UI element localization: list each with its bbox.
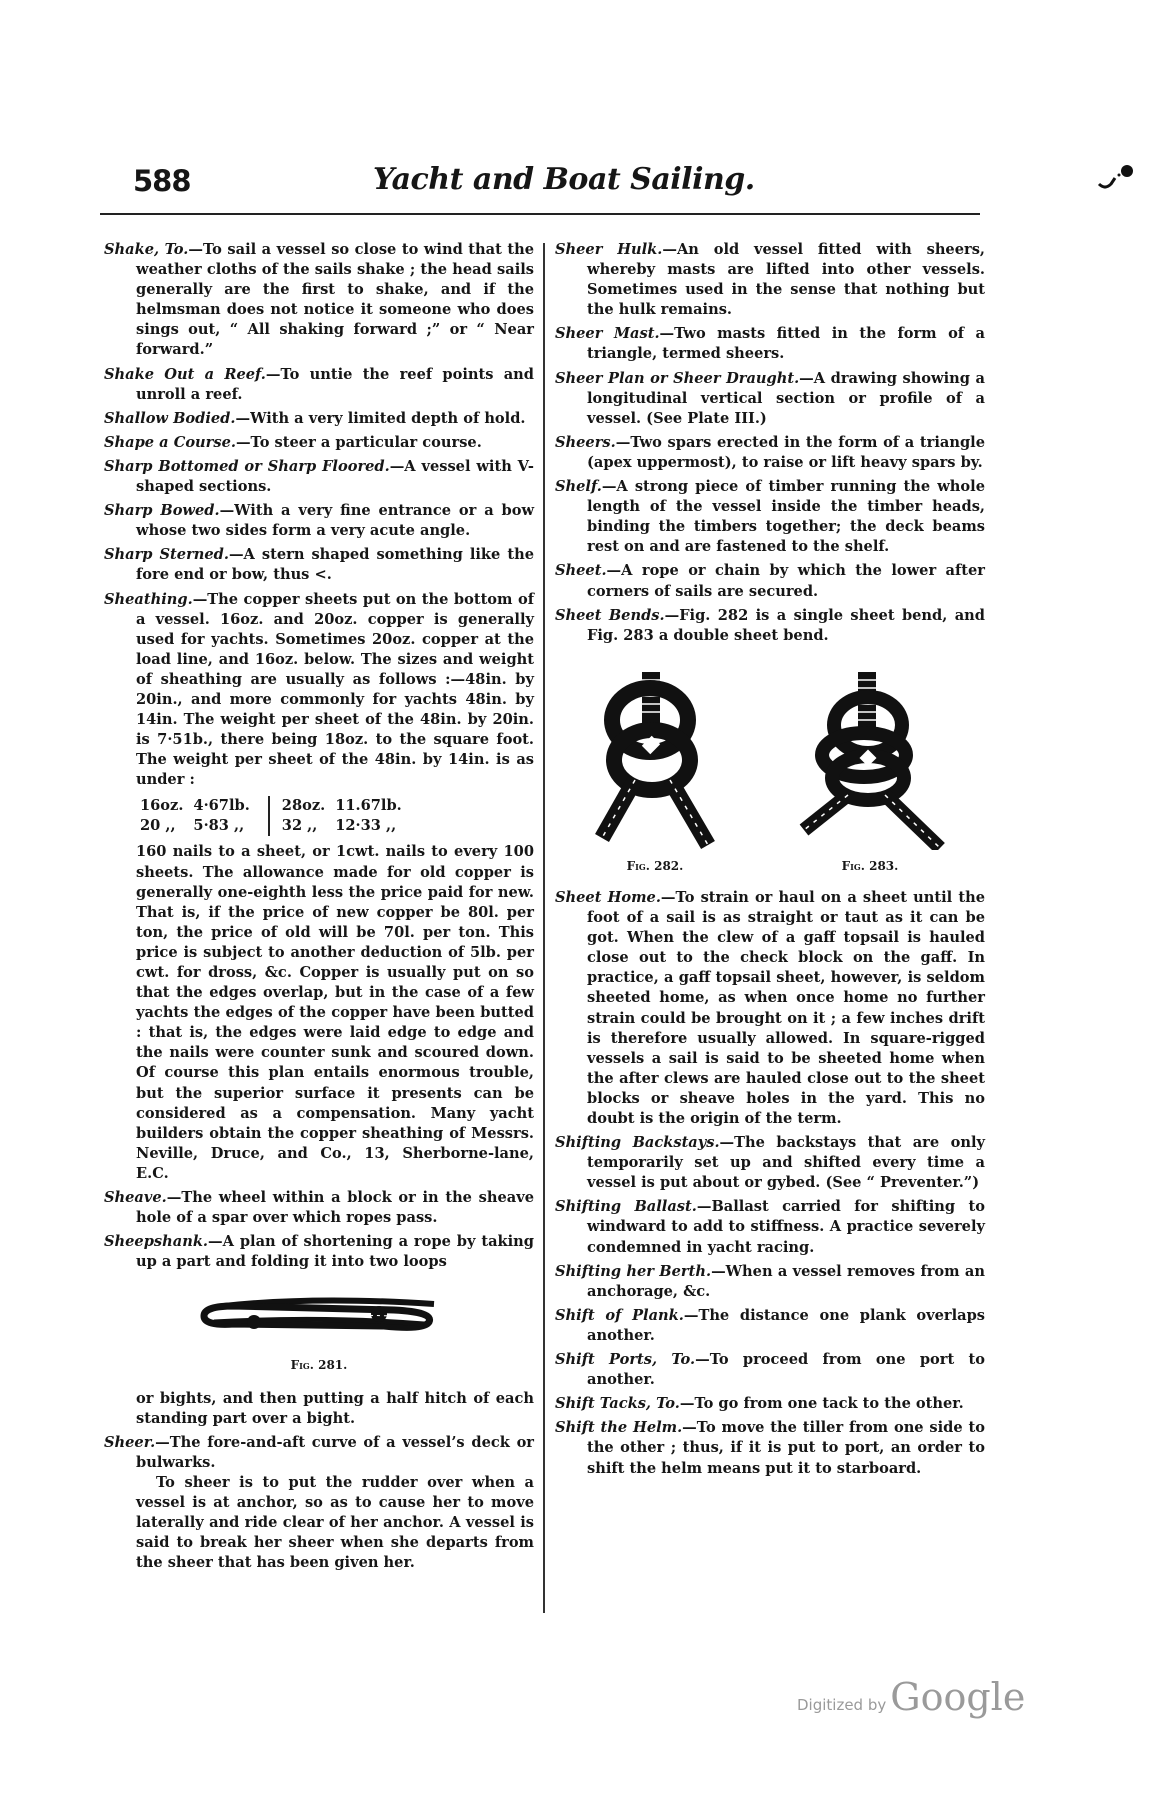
table-row xyxy=(140,816,412,836)
page-number: 588 xyxy=(133,164,191,198)
glossary-entry xyxy=(555,369,985,429)
glossary-entry xyxy=(555,1197,985,1257)
figure-282 xyxy=(590,670,720,876)
entry-definition: —When a vessel removes from an anchorage, &c. xyxy=(587,1262,986,1300)
entry-definition: —An old vessel fitted with sheers, whereby masts are lifted into other vessels. Sometimes used in the sense that nothing but the hulk remains. xyxy=(587,241,985,319)
sheepshank-continued: or bights, and then putting a half hitch of each standing part over a bight. xyxy=(136,1389,534,1427)
entry-term: Shift the Helm. xyxy=(555,1419,683,1437)
glossary-entry xyxy=(555,888,985,1129)
glossary-entry xyxy=(555,324,985,364)
figure-caption: Fig. 281. xyxy=(290,1357,348,1372)
entry-term: Sheave. xyxy=(104,1189,167,1207)
entry-definition: —The fore-and-aft curve of a vessel’s deck or bulwarks. xyxy=(136,1433,534,1471)
glossary-entry xyxy=(104,501,534,541)
entry-definition: —The backstays that are only temporarily set up and shifted every time a vessel is put about or gybed. (See “ Preventer.”) xyxy=(587,1134,985,1192)
sheathing-weights-table xyxy=(140,796,412,836)
glossary-entry xyxy=(104,590,534,791)
header-rule xyxy=(100,213,980,215)
figure-281 xyxy=(104,1294,534,1374)
table-cell: 5·83 ,, xyxy=(193,817,245,835)
entry-term: Sheer Hulk. xyxy=(555,241,663,258)
glossary-entry xyxy=(555,1262,985,1302)
sheer-paragraph: To sheer is to put the rudder over when a vessel is at anchor, so as to cause her to move laterally and ride clear of her anchor. A vessel is said to break her sheer when she departs from the sheer that has been given her. xyxy=(136,1473,534,1572)
left-column xyxy=(104,240,534,1573)
entry-term: Sheet Bends. xyxy=(555,606,665,624)
glossary-entry xyxy=(555,1306,985,1346)
entry-term: Sharp Sterned. xyxy=(104,546,229,564)
google-logo-text: Google xyxy=(890,1675,1026,1719)
entry-definition: —A vessel with V-shaped sections. xyxy=(136,457,534,496)
sheepshank-knot-illustration xyxy=(194,1294,444,1334)
glossary-entry xyxy=(104,433,534,453)
entry-term: Shallow Bodied. xyxy=(104,409,236,427)
table-cell: 11.67lb. xyxy=(335,797,402,815)
glossary-entry xyxy=(555,1394,985,1414)
double-sheet-bend-illustration xyxy=(790,670,950,850)
entry-term: Sheer Plan or Sheer Draught. xyxy=(555,369,800,387)
entry-term: Sharp Bowed. xyxy=(104,502,220,520)
figure-283 xyxy=(790,670,950,876)
entry-term: Sheathing. xyxy=(104,590,193,608)
entry-term: Sheers. xyxy=(555,433,616,451)
entry-term: Sheet. xyxy=(555,562,607,580)
entry-term: Shifting her Berth. xyxy=(555,1262,712,1280)
sheet-bend-figures xyxy=(555,670,985,876)
glossary-entry xyxy=(555,561,985,601)
entry-definition: —The distance one plank overlaps another. xyxy=(587,1306,986,1344)
entry-term: Sheet Home. xyxy=(555,888,661,906)
entry-definition: —The wheel within a block or in the sheave hole of a spar over which ropes pass. xyxy=(136,1189,534,1227)
entry-definition: —With a very limited depth of hold. xyxy=(235,409,526,427)
column-divider xyxy=(543,243,545,1613)
entry-definition: —To strain or haul on a sheet until the foot of a sail is as straight or taut as it can be got. When the clew of a gaff topsail is hauled close out to the check block on the gaff. In practice, a gaff topsail sheet, however, is seldom sheeted home, as when once home no further strain could be brought on it ; a few inches drift is therefore usually allowed. In square-rigged vessels a sail is said to be sheeted home when the after clews are hauled close out to the sheet blocks or sheave holes in the yard. This no doubt is the origin of the term. xyxy=(587,888,985,1127)
entry-term: Shift Ports, To. xyxy=(555,1351,696,1369)
sheathing-continued: 160 nails to a sheet, or 1cwt. nails to every 100 sheets. The allowance made for old copper is generally one-eighth less the price paid for new. That is, if the price of new copper be 80l. per ton, the price of old will be 70l. per ton. This price is subject to another deduction of 5lb. per cwt. for dross, &c. Copper is usually put on so that the edges overlap, but in the case of a few yachts the edges of the copper have been butted : that is, the edges were laid edge to edge and the nails were counter sunk and scoured down. Of course this plan entails enormous trouble, but the superior surface it presents can be considered as a compensation. Many yacht builders obtain the copper sheathing of Messrs. Neville, Druce, and Co., 13, Sherborne-lane, E.C. xyxy=(136,843,534,1182)
entry-definition: —A drawing showing a longitudinal vertical section or profile of a vessel. (See Plate III.) xyxy=(587,369,985,427)
entry-definition: —To sail a vessel so close to wind that the weather cloths of the sails shake ; the head sails generally are the first to shake, and if the helmsman does not notice it someone who does sings out, “ All shaking forward ;” or “ Near forward.” xyxy=(136,241,535,359)
right-column xyxy=(555,240,985,1483)
glossary-entry xyxy=(104,409,534,429)
glossary-entry xyxy=(104,1232,534,1272)
glossary-entry xyxy=(104,1433,534,1473)
table-row xyxy=(140,796,412,816)
digitized-by-watermark xyxy=(797,1675,1025,1719)
glossary-entry xyxy=(555,1133,985,1193)
entry-term: Sharp Bottomed or Sharp Floored. xyxy=(104,457,390,475)
glossary-entry xyxy=(555,477,985,557)
entry-definition: —A stern shaped something like the fore end or bow, thus <. xyxy=(136,546,534,584)
glossary-entry xyxy=(555,1350,985,1390)
entry-definition: —A plan of shortening a rope by taking up a part and folding it into two loops xyxy=(136,1233,534,1271)
entry-definition: —To untie the reef points and unroll a reef. xyxy=(136,365,534,403)
glossary-entry xyxy=(104,240,534,361)
glossary-entry xyxy=(104,457,534,497)
glossary-entry xyxy=(555,1418,985,1478)
figure-caption: Fig. 283. xyxy=(841,858,899,873)
entry-definition: —To proceed from one port to another. xyxy=(587,1351,985,1389)
glossary-entry xyxy=(555,606,985,646)
page-header xyxy=(133,160,978,200)
table-cell: 16oz. xyxy=(140,797,184,815)
entry-definition: —Ballast carried for shifting to windward to add to stiffness. A practice severely condemned in yacht racing. xyxy=(587,1198,985,1256)
entry-term: Shelf. xyxy=(555,478,602,496)
entry-term: Shape a Course. xyxy=(104,433,236,451)
entry-definition: —With a very fine entrance or a bow whose two sides form a very acute angle. xyxy=(136,502,535,540)
entry-definition: —Fig. 282 is a single sheet bend, and Fig. 283 a double sheet bend. xyxy=(587,606,985,644)
table-cell: 4·67lb. xyxy=(193,797,250,815)
entry-term: Sheer Mast. xyxy=(555,325,660,343)
glossary-entry xyxy=(555,240,985,320)
entry-term: Shifting Ballast. xyxy=(555,1198,697,1216)
entry-definition: —To move the tiller from one side to the other ; thus, if it is put to port, an order to shift the helm means put it to starboard. xyxy=(587,1419,985,1477)
entry-term: Shake Out a Reef. xyxy=(104,365,266,383)
entry-definition: —A rope or chain by which the lower after corners of sails are secured. xyxy=(587,562,985,600)
entry-definition: —A strong piece of timber running the whole length of the vessel inside the timber heads, binding the timbers together; the deck beams rest on and are fastened to the shelf. xyxy=(587,478,985,556)
glossary-entry xyxy=(104,545,534,585)
table-cell: 32 ,, xyxy=(269,816,335,836)
digitized-label: Digitized by xyxy=(797,1696,887,1714)
glossary-entry xyxy=(104,365,534,405)
entry-definition: —The copper sheets put on the bottom of a vessel. 16oz. and 20oz. copper is generally used for yachts. Sometimes 20oz. copper at the load line, and 16oz. below. The sizes and weight of sheathing are usually as follows :—48in. by 20in., and more commonly for yachts 48in. by 14in. The weight per sheet of the 48in. by 20in. is 7·51b., there being 18oz. to the square foot. The weight per sheet of the 48in. by 14in. is as under : xyxy=(136,590,534,789)
entry-term: Sheepshank. xyxy=(104,1233,209,1251)
table-cell: 20 ,, xyxy=(140,817,176,835)
ink-mark-icon xyxy=(1097,162,1137,192)
glossary-entry xyxy=(104,1188,534,1228)
entry-definition: —To steer a particular course. xyxy=(235,433,482,451)
entry-term: Shift of Plank. xyxy=(555,1306,684,1324)
single-sheet-bend-illustration xyxy=(590,670,720,850)
entry-definition: —To go from one tack to the other. xyxy=(679,1395,964,1413)
entry-definition: —Two spars erected in the form of a triangle (apex uppermost), to raise or lift heavy spars by. xyxy=(587,433,985,471)
entry-definition: —Two masts fitted in the form of a triangle, termed sheers. xyxy=(587,325,986,363)
glossary-entry xyxy=(555,433,985,473)
running-title: Yacht and Boat Sailing. xyxy=(373,162,755,197)
entry-term: Shift Tacks, To. xyxy=(555,1395,680,1413)
entry-term: Shake, To. xyxy=(104,241,189,258)
table-cell: 12·33 ,, xyxy=(335,817,397,835)
figure-caption: Fig. 282. xyxy=(626,858,684,873)
entry-term: Sheer. xyxy=(104,1433,156,1451)
table-cell: 28oz. xyxy=(269,796,335,816)
entry-term: Shifting Backstays. xyxy=(555,1134,720,1152)
